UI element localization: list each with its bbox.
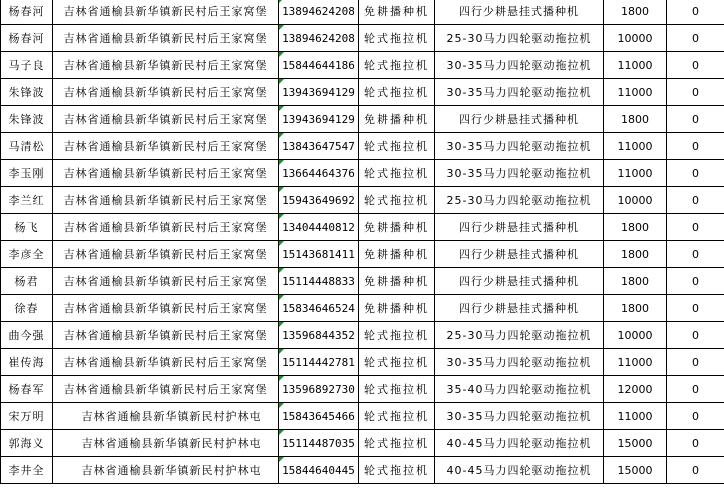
address-cell[interactable]: 吉林省通榆县新华镇新民村后王家窝堡 [53, 160, 279, 187]
table-row [1, 241, 724, 268]
phone-cell[interactable]: 15844640445 [279, 457, 359, 484]
table-row [1, 52, 724, 79]
subsidy-cell[interactable]: 0 [667, 457, 724, 484]
machine-type-cell[interactable]: 轮式拖拉机 [359, 376, 435, 403]
machine-model-cell[interactable]: 四行少耕悬挂式播种机 [435, 241, 604, 268]
phone-cell[interactable]: 15114448833 [279, 268, 359, 295]
name-cell[interactable]: 李彦全 [1, 241, 53, 268]
name-cell[interactable]: 徐春 [1, 295, 53, 322]
price-cell[interactable]: 15000 [604, 457, 667, 484]
price-cell[interactable]: 1800 [604, 268, 667, 295]
machine-type-cell[interactable]: 免耕播种机 [359, 106, 435, 133]
phone-cell[interactable]: 15943649692 [279, 187, 359, 214]
machine-type-cell[interactable]: 轮式拖拉机 [359, 133, 435, 160]
phone-cell[interactable]: 15844644186 [279, 52, 359, 79]
address-cell[interactable]: 吉林省通榆县新华镇新民村后王家窝堡 [53, 0, 279, 25]
machine-model-cell[interactable]: 40-45马力四轮驱动拖拉机 [435, 457, 604, 484]
address-cell[interactable]: 吉林省通榆县新华镇新民村护林屯 [53, 430, 279, 457]
phone-cell[interactable]: 13596844352 [279, 322, 359, 349]
table-row [1, 322, 724, 349]
subsidy-cell[interactable]: 0 [667, 376, 724, 403]
address-cell[interactable]: 吉林省通榆县新华镇新民村后王家窝堡 [53, 349, 279, 376]
table-row [1, 430, 724, 457]
name-cell[interactable]: 曲今强 [1, 322, 53, 349]
machine-type-cell[interactable]: 轮式拖拉机 [359, 430, 435, 457]
table-row [1, 106, 724, 133]
price-cell[interactable]: 11000 [604, 403, 667, 430]
table-row [1, 25, 724, 52]
machine-type-cell[interactable]: 免耕播种机 [359, 268, 435, 295]
machine-model-cell[interactable]: 30-35马力四轮驱动拖拉机 [435, 133, 604, 160]
table-row [1, 133, 724, 160]
phone-cell[interactable]: 13843647547 [279, 133, 359, 160]
machine-type-cell[interactable]: 轮式拖拉机 [359, 322, 435, 349]
machine-type-cell[interactable]: 免耕播种机 [359, 295, 435, 322]
name-cell[interactable]: 杨君 [1, 268, 53, 295]
name-cell[interactable]: 李玉刚 [1, 160, 53, 187]
subsidy-cell[interactable]: 0 [667, 52, 724, 79]
table-row [1, 79, 724, 106]
table-row [1, 187, 724, 214]
machine-type-cell[interactable]: 免耕播种机 [359, 0, 435, 25]
machine-type-cell[interactable]: 轮式拖拉机 [359, 457, 435, 484]
machine-model-cell[interactable]: 40-45马力四轮驱动拖拉机 [435, 430, 604, 457]
machine-model-cell[interactable]: 25-30马力四轮驱动拖拉机 [435, 322, 604, 349]
name-cell[interactable]: 朱锋波 [1, 106, 53, 133]
price-cell[interactable]: 10000 [604, 322, 667, 349]
machine-type-cell[interactable]: 轮式拖拉机 [359, 403, 435, 430]
machine-model-cell[interactable]: 25-30马力四轮驱动拖拉机 [435, 25, 604, 52]
phone-cell[interactable]: 15143681411 [279, 241, 359, 268]
price-cell[interactable]: 1800 [604, 241, 667, 268]
name-cell[interactable]: 李兰红 [1, 187, 53, 214]
subsidy-cell[interactable]: 0 [667, 268, 724, 295]
price-cell[interactable]: 12000 [604, 376, 667, 403]
price-cell[interactable]: 10000 [604, 187, 667, 214]
name-cell[interactable]: 朱锋波 [1, 79, 53, 106]
subsidy-cell[interactable]: 0 [667, 241, 724, 268]
machine-type-cell[interactable]: 轮式拖拉机 [359, 160, 435, 187]
subsidy-cell[interactable]: 0 [667, 322, 724, 349]
phone-cell[interactable]: 13943694129 [279, 106, 359, 133]
price-cell[interactable]: 11000 [604, 160, 667, 187]
address-cell[interactable]: 吉林省通榆县新华镇新民村后王家窝堡 [53, 295, 279, 322]
name-cell[interactable]: 马子良 [1, 52, 53, 79]
machine-model-cell[interactable]: 四行少耕悬挂式播种机 [435, 0, 604, 25]
address-cell[interactable]: 吉林省通榆县新华镇新民村后王家窝堡 [53, 25, 279, 52]
address-cell[interactable]: 吉林省通榆县新华镇新民村后王家窝堡 [53, 187, 279, 214]
machine-model-cell[interactable]: 四行少耕悬挂式播种机 [435, 214, 604, 241]
price-cell[interactable]: 11000 [604, 133, 667, 160]
table-row [1, 376, 724, 403]
machine-model-cell[interactable]: 35-40马力四轮驱动拖拉机 [435, 376, 604, 403]
price-cell[interactable]: 10000 [604, 25, 667, 52]
phone-cell[interactable]: 15114442781 [279, 349, 359, 376]
machine-model-cell[interactable]: 30-35马力四轮驱动拖拉机 [435, 403, 604, 430]
machine-type-cell[interactable]: 免耕播种机 [359, 214, 435, 241]
phone-cell[interactable]: 13894624208 [279, 0, 359, 25]
table-row [1, 295, 724, 322]
subsidy-cell[interactable]: 0 [667, 430, 724, 457]
name-cell[interactable]: 杨春军 [1, 376, 53, 403]
phone-cell[interactable]: 15114487035 [279, 430, 359, 457]
phone-cell[interactable]: 13404440812 [279, 214, 359, 241]
machine-type-cell[interactable]: 轮式拖拉机 [359, 349, 435, 376]
name-cell[interactable]: 杨春河 [1, 25, 53, 52]
subsidy-cell[interactable]: 0 [667, 160, 724, 187]
price-cell[interactable]: 11000 [604, 52, 667, 79]
subsidy-cell[interactable]: 0 [667, 106, 724, 133]
table-row [1, 268, 724, 295]
name-cell[interactable]: 崔传海 [1, 349, 53, 376]
machine-model-cell[interactable]: 30-35马力四轮驱动拖拉机 [435, 160, 604, 187]
machine-model-cell[interactable]: 30-35马力四轮驱动拖拉机 [435, 349, 604, 376]
phone-cell[interactable]: 15834646524 [279, 295, 359, 322]
machine-type-cell[interactable]: 轮式拖拉机 [359, 79, 435, 106]
address-cell[interactable]: 吉林省通榆县新华镇新民村后王家窝堡 [53, 106, 279, 133]
address-cell[interactable]: 吉林省通榆县新华镇新民村后王家窝堡 [53, 52, 279, 79]
machine-model-cell[interactable]: 四行少耕悬挂式播种机 [435, 268, 604, 295]
machine-type-cell[interactable]: 轮式拖拉机 [359, 187, 435, 214]
address-cell[interactable]: 吉林省通榆县新华镇新民村护林屯 [53, 403, 279, 430]
address-cell[interactable]: 吉林省通榆县新华镇新民村后王家窝堡 [53, 79, 279, 106]
name-cell[interactable]: 宋万明 [1, 403, 53, 430]
machine-type-cell[interactable]: 轮式拖拉机 [359, 52, 435, 79]
price-cell[interactable]: 1800 [604, 0, 667, 25]
subsidy-cell[interactable]: 0 [667, 133, 724, 160]
machine-model-cell[interactable]: 四行少耕悬挂式播种机 [435, 295, 604, 322]
subsidy-cell[interactable]: 0 [667, 295, 724, 322]
address-cell[interactable]: 吉林省通榆县新华镇新民村后王家窝堡 [53, 376, 279, 403]
subsidy-cell[interactable]: 0 [667, 0, 724, 25]
name-cell[interactable]: 马清松 [1, 133, 53, 160]
machine-model-cell[interactable]: 四行少耕悬挂式播种机 [435, 106, 604, 133]
name-cell[interactable]: 杨飞 [1, 214, 53, 241]
price-cell[interactable]: 1800 [604, 214, 667, 241]
name-cell[interactable]: 杨春河 [1, 0, 53, 25]
table-row [1, 160, 724, 187]
price-cell[interactable]: 1800 [604, 106, 667, 133]
subsidy-cell[interactable]: 0 [667, 187, 724, 214]
machine-type-cell[interactable]: 轮式拖拉机 [359, 25, 435, 52]
machine-model-cell[interactable]: 30-35马力四轮驱动拖拉机 [435, 79, 604, 106]
machine-model-cell[interactable]: 30-35马力四轮驱动拖拉机 [435, 52, 604, 79]
subsidy-cell[interactable]: 0 [667, 403, 724, 430]
address-cell[interactable]: 吉林省通榆县新华镇新民村后王家窝堡 [53, 322, 279, 349]
table-body [1, 0, 724, 484]
price-cell[interactable]: 11000 [604, 79, 667, 106]
address-cell[interactable]: 吉林省通榆县新华镇新民村护林屯 [53, 457, 279, 484]
table-row [1, 403, 724, 430]
table-row [1, 349, 724, 376]
phone-cell[interactable]: 13664464376 [279, 160, 359, 187]
address-cell[interactable]: 吉林省通榆县新华镇新民村后王家窝堡 [53, 268, 279, 295]
subsidy-cell[interactable]: 0 [667, 79, 724, 106]
address-cell[interactable]: 吉林省通榆县新华镇新民村后王家窝堡 [53, 133, 279, 160]
subsidy-cell[interactable]: 0 [667, 349, 724, 376]
table-row [1, 457, 724, 484]
address-cell[interactable]: 吉林省通榆县新华镇新民村后王家窝堡 [53, 214, 279, 241]
price-cell[interactable]: 1800 [604, 295, 667, 322]
phone-cell[interactable]: 15843645466 [279, 403, 359, 430]
name-cell[interactable]: 郭海义 [1, 430, 53, 457]
address-cell[interactable]: 吉林省通榆县新华镇新民村后王家窝堡 [53, 241, 279, 268]
subsidy-cell[interactable]: 0 [667, 214, 724, 241]
price-cell[interactable]: 11000 [604, 349, 667, 376]
name-cell[interactable]: 李井全 [1, 457, 53, 484]
phone-cell[interactable]: 13943694129 [279, 79, 359, 106]
table-row [1, 0, 724, 25]
phone-cell[interactable]: 13596892730 [279, 376, 359, 403]
machine-type-cell[interactable]: 免耕播种机 [359, 241, 435, 268]
machine-model-cell[interactable]: 25-30马力四轮驱动拖拉机 [435, 187, 604, 214]
price-cell[interactable]: 15000 [604, 430, 667, 457]
subsidy-cell[interactable]: 0 [667, 25, 724, 52]
table-row [1, 214, 724, 241]
phone-cell[interactable]: 13894624208 [279, 25, 359, 52]
